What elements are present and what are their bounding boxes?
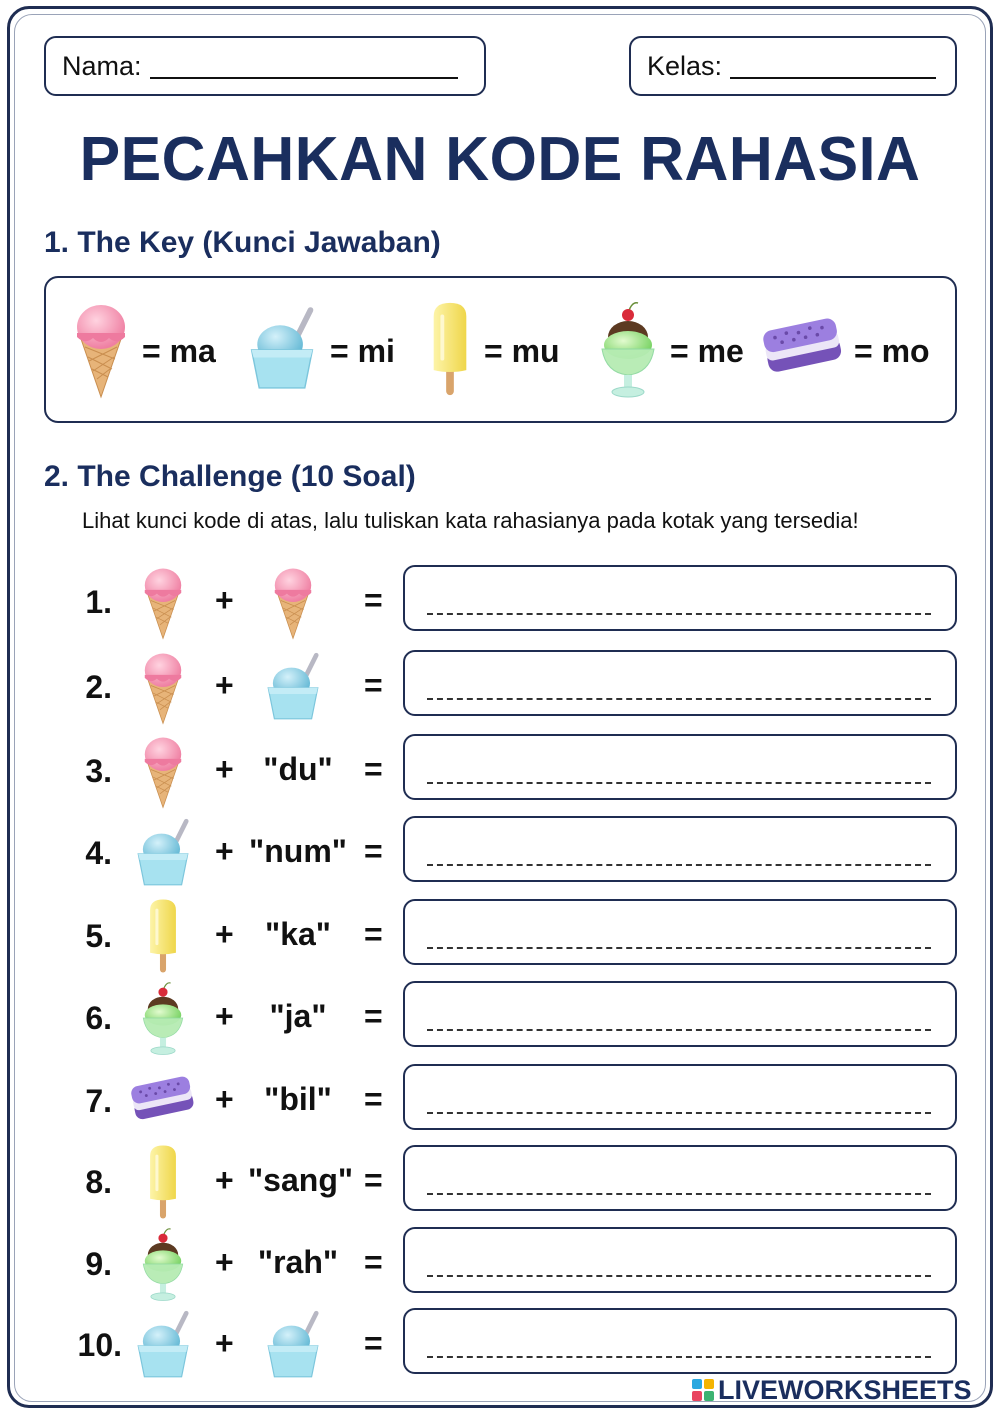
ice-cream-cup-icon bbox=[244, 304, 320, 399]
answer-dashed-line bbox=[427, 698, 931, 700]
ice-cream-cone-icon bbox=[70, 299, 132, 404]
answer-dashed-line bbox=[427, 947, 931, 949]
name-field-box[interactable] bbox=[44, 36, 486, 96]
name-input-line[interactable] bbox=[150, 53, 458, 79]
answer-input[interactable] bbox=[403, 899, 957, 965]
plus-sign: + bbox=[215, 751, 234, 787]
challenge-instruction: Lihat kunci kode di atas, lalu tuliskan kata rahasianya pada kotak yang tersedia! bbox=[82, 508, 859, 533]
answer-input[interactable] bbox=[403, 565, 957, 631]
answer-dashed-line bbox=[427, 1029, 931, 1031]
key-item-ma bbox=[70, 278, 216, 425]
challenge-row bbox=[0, 731, 1000, 813]
sundae-icon bbox=[128, 980, 198, 1056]
key-label: = ma bbox=[142, 333, 216, 369]
worksheet-title: PECAHKAN KODE RAHASIA bbox=[79, 125, 921, 194]
plus-sign: + bbox=[215, 667, 234, 703]
class-field-box[interactable] bbox=[629, 36, 957, 96]
key-label: = mi bbox=[330, 333, 395, 369]
answer-dashed-line bbox=[427, 613, 931, 615]
answer-dashed-line bbox=[427, 782, 931, 784]
key-section-heading: 1. The Key (Kunci Jawaban) bbox=[44, 226, 441, 259]
answer-input[interactable] bbox=[403, 1308, 957, 1374]
popsicle-icon bbox=[426, 299, 474, 404]
equals-sign: = bbox=[364, 916, 383, 952]
ice-cream-cup-icon bbox=[128, 1307, 198, 1383]
challenge-row bbox=[0, 1224, 1000, 1306]
equals-sign: = bbox=[364, 751, 383, 787]
equals-sign: = bbox=[364, 1244, 383, 1280]
syllable-text: "rah" bbox=[257, 1244, 339, 1280]
plus-sign: + bbox=[215, 1162, 234, 1198]
answer-input[interactable] bbox=[403, 981, 957, 1047]
key-item-mo bbox=[762, 278, 930, 425]
ice-cream-cup-icon bbox=[258, 1307, 328, 1383]
plus-sign: + bbox=[215, 998, 234, 1034]
popsicle-icon bbox=[128, 898, 198, 974]
syllable-text: "ja" bbox=[269, 998, 327, 1034]
question-number: 10. bbox=[77, 1327, 122, 1363]
challenge-row bbox=[0, 562, 1000, 644]
challenge-row bbox=[0, 1142, 1000, 1224]
name-label: Nama: bbox=[62, 50, 142, 81]
plus-sign: + bbox=[215, 1325, 234, 1361]
question-number: 8. bbox=[85, 1164, 112, 1200]
answer-dashed-line bbox=[427, 1112, 931, 1114]
liveworksheets-watermark bbox=[692, 1375, 972, 1405]
ice-cream-cup-icon bbox=[258, 649, 328, 725]
equals-sign: = bbox=[364, 833, 383, 869]
question-number: 6. bbox=[85, 1000, 112, 1036]
equals-sign: = bbox=[364, 998, 383, 1034]
challenge-row bbox=[0, 896, 1000, 978]
question-number: 7. bbox=[85, 1083, 112, 1119]
answer-input[interactable] bbox=[403, 1227, 957, 1293]
plus-sign: + bbox=[215, 1244, 234, 1280]
plus-sign: + bbox=[215, 582, 234, 618]
ice-cream-cone-icon bbox=[128, 649, 198, 725]
answer-dashed-line bbox=[427, 1193, 931, 1195]
question-number: 5. bbox=[85, 918, 112, 954]
answer-dashed-line bbox=[427, 1356, 931, 1358]
syllable-text: "du" bbox=[263, 751, 333, 787]
key-item-mi bbox=[244, 278, 395, 425]
plus-sign: + bbox=[215, 1081, 234, 1117]
answer-input[interactable] bbox=[403, 816, 957, 882]
popsicle-icon bbox=[128, 1144, 198, 1220]
ice-cream-cone-icon bbox=[128, 564, 198, 640]
plus-sign: + bbox=[215, 833, 234, 869]
ice-cream-sandwich-icon bbox=[128, 1063, 198, 1139]
question-number: 2. bbox=[85, 669, 112, 705]
challenge-row bbox=[0, 813, 1000, 895]
answer-dashed-line bbox=[427, 1275, 931, 1277]
answer-input[interactable] bbox=[403, 650, 957, 716]
liveworksheets-logo-icon bbox=[692, 1379, 714, 1401]
ice-cream-cone-icon bbox=[258, 564, 328, 640]
challenge-row bbox=[0, 1061, 1000, 1143]
key-label: = mu bbox=[484, 333, 560, 369]
syllable-text: "bil" bbox=[264, 1081, 332, 1117]
ice-cream-cup-icon bbox=[128, 815, 198, 891]
key-box bbox=[44, 276, 957, 423]
sundae-icon bbox=[596, 299, 660, 404]
equals-sign: = bbox=[364, 582, 383, 618]
question-number: 1. bbox=[85, 584, 112, 620]
key-item-mu bbox=[426, 278, 560, 425]
key-item-me bbox=[596, 278, 744, 425]
question-number: 3. bbox=[85, 753, 112, 789]
equals-sign: = bbox=[364, 1081, 383, 1117]
question-number: 4. bbox=[85, 835, 112, 871]
equals-sign: = bbox=[364, 1325, 383, 1361]
answer-dashed-line bbox=[427, 864, 931, 866]
equals-sign: = bbox=[364, 1162, 383, 1198]
answer-input[interactable] bbox=[403, 1145, 957, 1211]
plus-sign: + bbox=[215, 916, 234, 952]
ice-cream-cone-icon bbox=[128, 733, 198, 809]
sundae-icon bbox=[128, 1226, 198, 1302]
watermark-text: LIVEWORKSHEETS bbox=[718, 1374, 972, 1405]
class-label: Kelas: bbox=[647, 50, 723, 81]
equals-sign: = bbox=[364, 667, 383, 703]
ice-cream-sandwich-icon bbox=[762, 314, 844, 389]
syllable-text: "num" bbox=[249, 833, 347, 869]
key-label: = me bbox=[670, 333, 744, 369]
key-label: = mo bbox=[854, 333, 930, 369]
question-number: 9. bbox=[85, 1246, 112, 1282]
challenge-section-heading: 2. The Challenge (10 Soal) bbox=[44, 460, 416, 493]
answer-input[interactable] bbox=[403, 734, 957, 800]
answer-input[interactable] bbox=[403, 1064, 957, 1130]
challenge-row bbox=[0, 978, 1000, 1060]
syllable-text: "ka" bbox=[265, 916, 331, 952]
class-input-line[interactable] bbox=[730, 53, 936, 79]
syllable-text: "sang" bbox=[248, 1162, 354, 1198]
challenge-row bbox=[0, 647, 1000, 729]
